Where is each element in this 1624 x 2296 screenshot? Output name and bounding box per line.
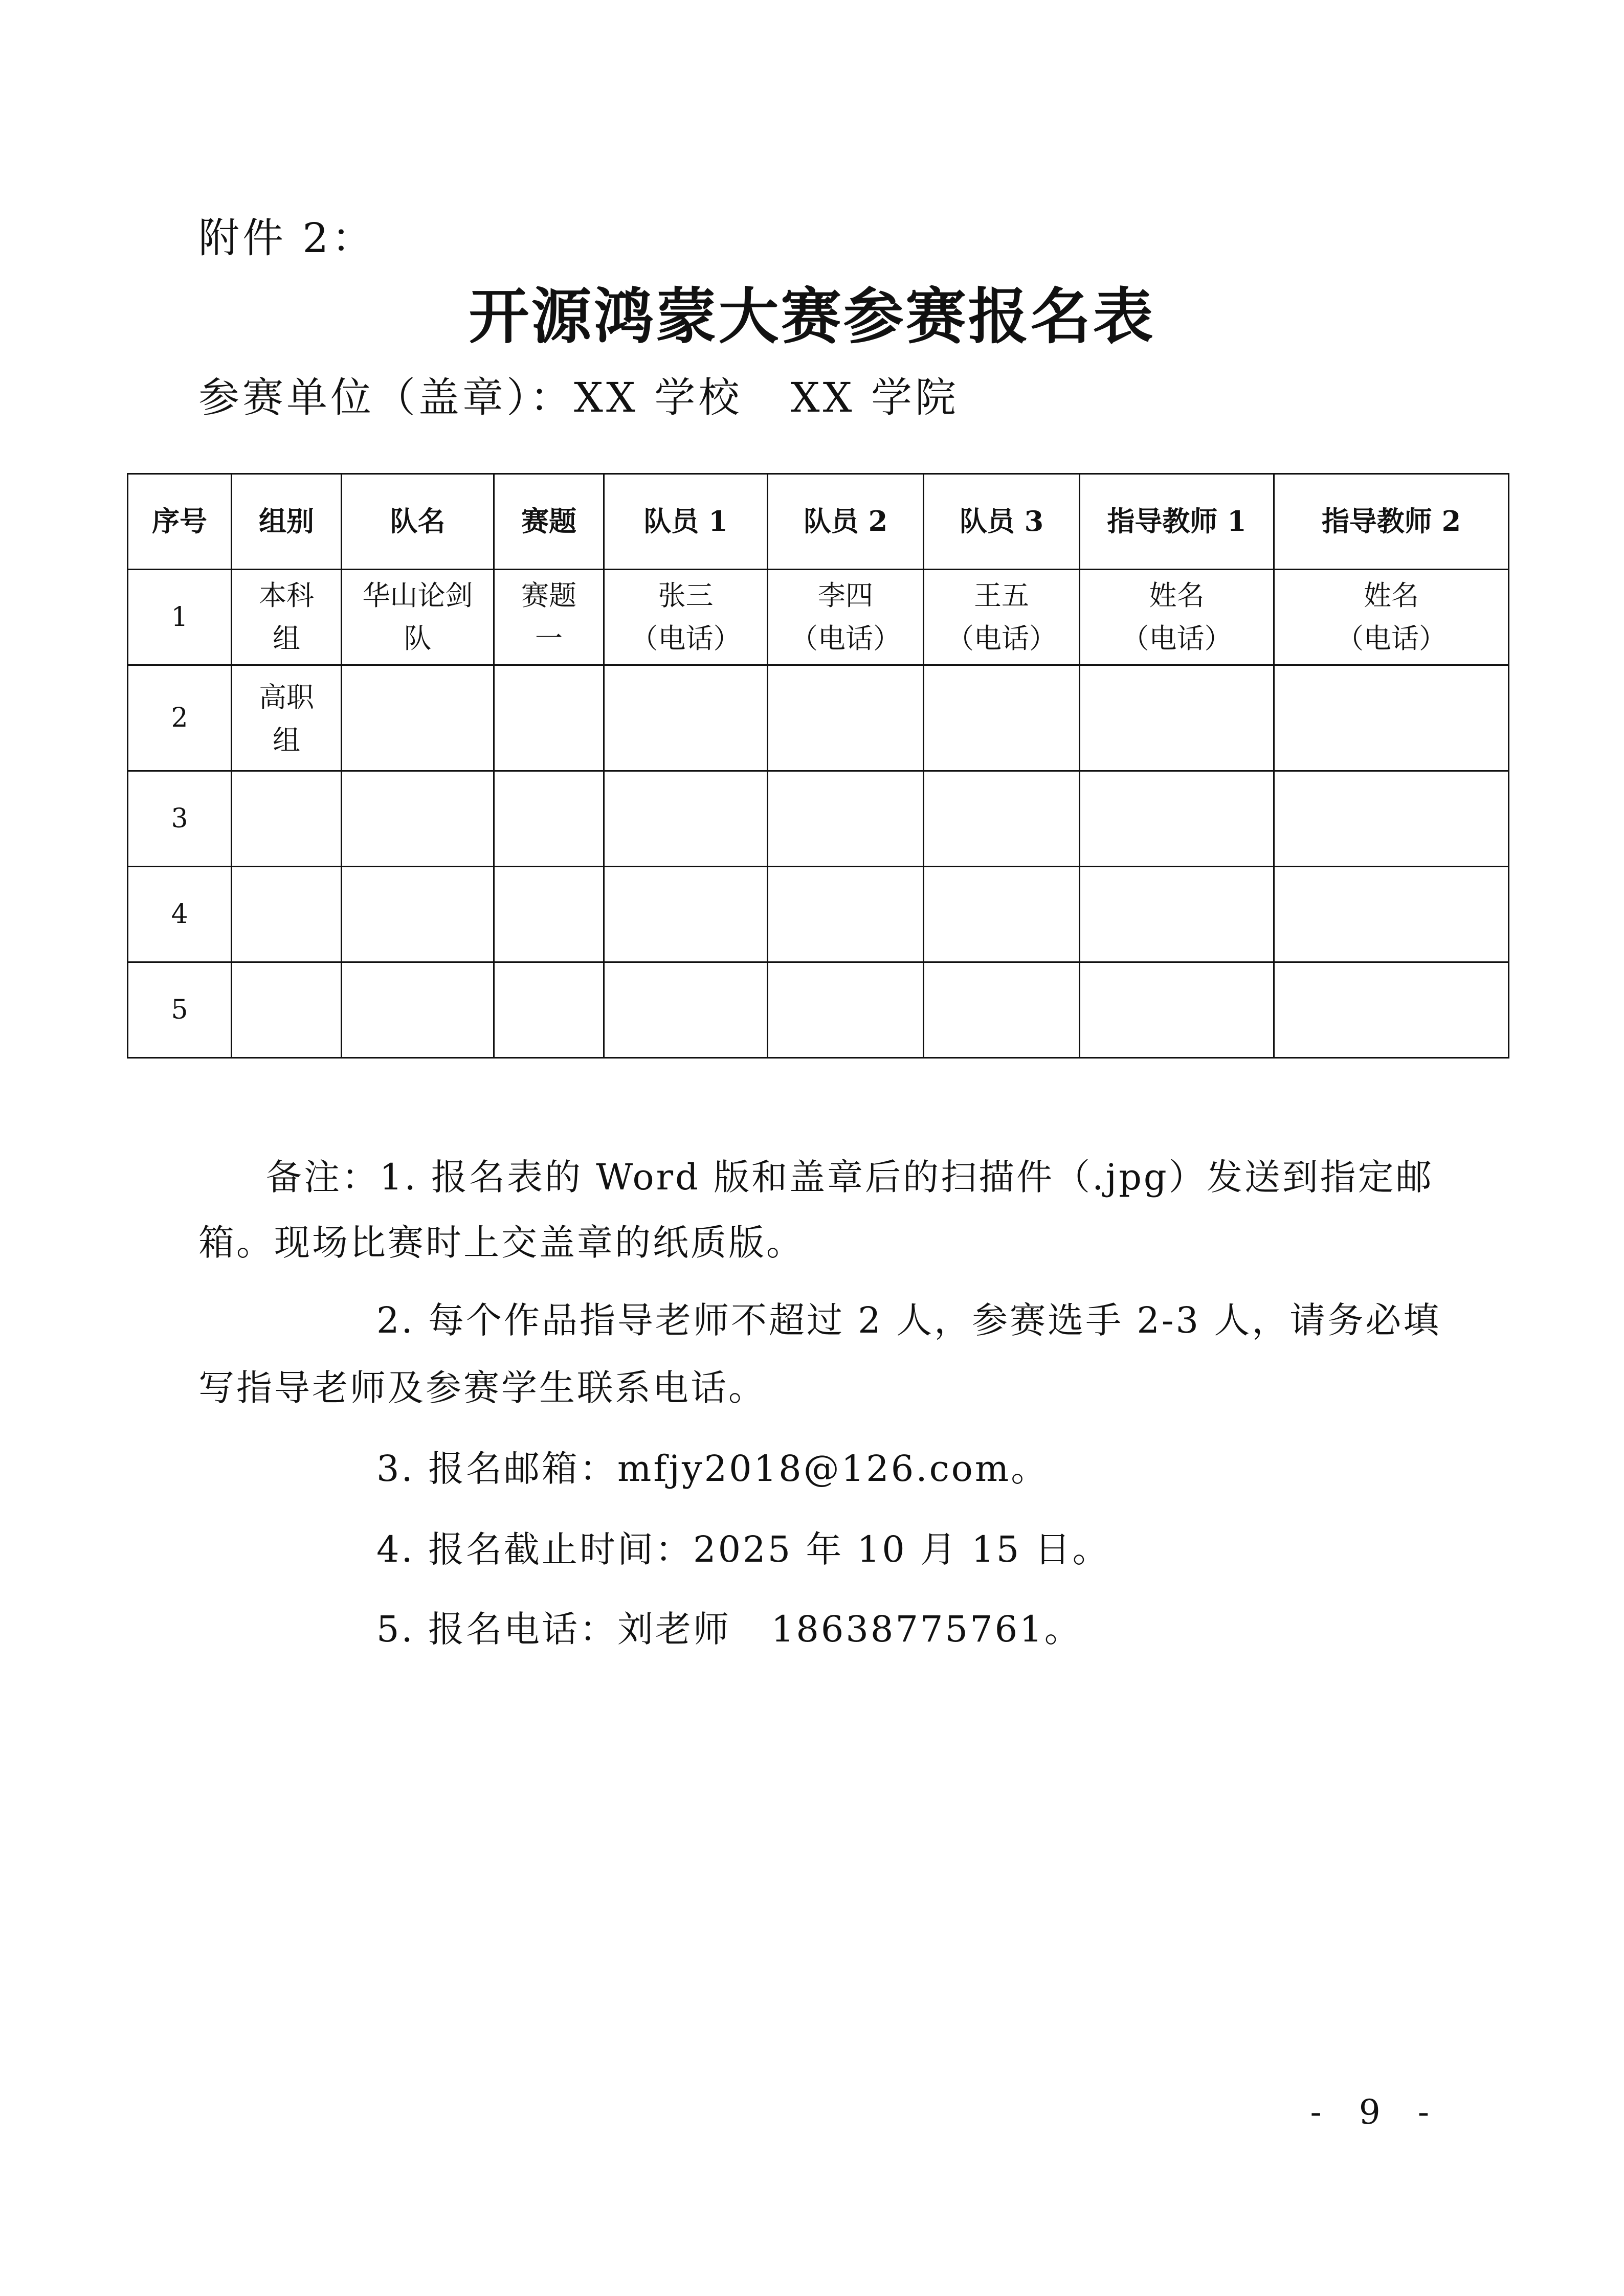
topic-cell xyxy=(494,771,604,867)
cell-line: 高职 xyxy=(259,681,314,713)
note-4-deadline: 4. 报名截止时间：2025 年 10 月 15 日。 xyxy=(376,1528,1110,1570)
cell-line: 华山论剑 xyxy=(362,579,473,612)
note-5-phone: 5. 报名电话：刘老师 18638775761。 xyxy=(376,1608,1082,1650)
topic-cell xyxy=(494,867,604,962)
cell-line: （电话） xyxy=(790,622,901,655)
teacher1-cell xyxy=(1080,665,1274,771)
cell-line: 组 xyxy=(273,724,300,756)
member1-cell xyxy=(604,665,768,771)
teacher2-cell xyxy=(1274,570,1509,665)
cell-line: （电话） xyxy=(1121,622,1232,655)
teacher2-cell xyxy=(1274,665,1509,771)
cell-line: 组 xyxy=(273,622,300,655)
member3-cell xyxy=(924,771,1080,867)
team-cell xyxy=(342,867,494,962)
cell-line: （电话） xyxy=(630,622,741,655)
member1-cell xyxy=(604,962,768,1058)
member3-cell xyxy=(924,570,1080,665)
teacher2-cell xyxy=(1274,771,1509,867)
member2-cell xyxy=(768,570,924,665)
table-row xyxy=(128,867,1509,962)
note-1-line-2: 箱。现场比赛时上交盖章的纸质版。 xyxy=(198,1222,804,1264)
participating-unit-line: 参赛单位（盖章）：XX 学校 XX 学院 xyxy=(198,374,959,421)
member3-cell xyxy=(924,665,1080,771)
cell-line: （电话） xyxy=(946,622,1057,655)
member3-cell xyxy=(924,962,1080,1058)
member1-cell xyxy=(604,771,768,867)
col-header-member3: 队员 3 xyxy=(924,474,1080,570)
teacher1-cell xyxy=(1080,771,1274,867)
teacher1-cell xyxy=(1080,570,1274,665)
member3-cell xyxy=(924,867,1080,962)
cell-line: 本科 xyxy=(259,579,314,612)
row-number: 2 xyxy=(128,665,232,771)
team-cell xyxy=(342,570,494,665)
teacher2-cell xyxy=(1274,962,1509,1058)
note-1-line-1: 备注：1. 报名表的 Word 版和盖章后的扫描件（.jpg）发送到指定邮 xyxy=(266,1156,1434,1198)
attachment-label: 附件 2： xyxy=(198,214,376,262)
note-2-line-2: 写指导老师及参赛学生联系电话。 xyxy=(198,1367,766,1409)
col-header-teacher2: 指导教师 2 xyxy=(1274,474,1509,570)
col-header-no: 序号 xyxy=(128,474,232,570)
cell-line: 队 xyxy=(404,622,432,655)
note-2-line-1: 2. 每个作品指导老师不超过 2 人，参赛选手 2-3 人，请务必填 xyxy=(376,1299,1441,1341)
member2-cell xyxy=(768,665,924,771)
cell-line: 张三 xyxy=(658,579,714,612)
topic-cell xyxy=(494,665,604,771)
cell-line: 李四 xyxy=(818,579,873,612)
member2-cell xyxy=(768,962,924,1058)
row-number: 3 xyxy=(128,771,232,867)
row-number: 1 xyxy=(128,570,232,665)
col-header-team: 队名 xyxy=(342,474,494,570)
cell-line: 王五 xyxy=(974,579,1029,612)
team-cell xyxy=(342,962,494,1058)
col-header-group: 组别 xyxy=(232,474,342,570)
cell-line: 一 xyxy=(535,622,563,655)
team-cell xyxy=(342,665,494,771)
row-number: 4 xyxy=(128,867,232,962)
cell-line: 赛题 xyxy=(521,579,576,612)
registration-table xyxy=(127,473,1509,1059)
group-cell xyxy=(232,962,342,1058)
note-3-email: 3. 报名邮箱：mfjy2018@126.com。 xyxy=(376,1448,1049,1490)
teacher1-cell xyxy=(1080,962,1274,1058)
team-cell xyxy=(342,771,494,867)
table-row xyxy=(128,570,1509,665)
col-header-member1: 队员 1 xyxy=(604,474,768,570)
member2-cell xyxy=(768,867,924,962)
cell-line: 姓名 xyxy=(1149,579,1205,612)
table-header-row xyxy=(128,474,1509,570)
group-cell xyxy=(232,771,342,867)
col-header-teacher1: 指导教师 1 xyxy=(1080,474,1274,570)
group-cell xyxy=(232,570,342,665)
teacher1-cell xyxy=(1080,867,1274,962)
teacher2-cell xyxy=(1274,867,1509,962)
col-header-member2: 队员 2 xyxy=(768,474,924,570)
row-number: 5 xyxy=(128,962,232,1058)
cell-line: 姓名 xyxy=(1364,579,1419,612)
topic-cell xyxy=(494,570,604,665)
member1-cell xyxy=(604,867,768,962)
topic-cell xyxy=(494,962,604,1058)
table-row xyxy=(128,771,1509,867)
group-cell xyxy=(232,665,342,771)
page-number: - 9 - xyxy=(1310,2092,1442,2132)
table-row xyxy=(128,962,1509,1058)
member1-cell xyxy=(604,570,768,665)
group-cell xyxy=(232,867,342,962)
member2-cell xyxy=(768,771,924,867)
page-title: 开源鸿蒙大赛参赛报名表 xyxy=(469,281,1155,352)
col-header-topic: 赛题 xyxy=(494,474,604,570)
table-row xyxy=(128,665,1509,771)
cell-line: （电话） xyxy=(1336,622,1447,655)
